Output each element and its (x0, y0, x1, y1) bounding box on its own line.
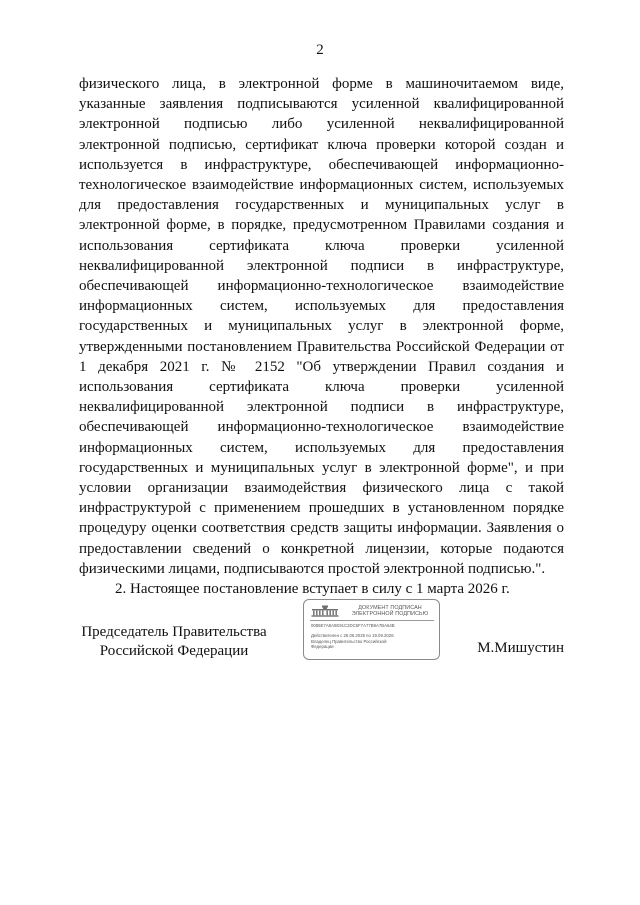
signer-title (79, 623, 269, 661)
stamp-heading-line-2: ЭЛЕКТРОННОЙ ПОДПИСЬЮ (351, 611, 429, 618)
signer-title-line-2: Российской Федерации (99, 643, 249, 659)
government-building-emblem-icon (311, 605, 339, 617)
stamp-heading-line-1: ДОКУМЕНТ ПОДПИСАН (358, 605, 422, 611)
stamp-divider (310, 620, 434, 621)
signer-name: М.Мишустин (477, 640, 564, 656)
stamp-owner-line-2: Федерации (311, 644, 334, 649)
signer-title-line-1: Председатель Правительства (81, 624, 267, 640)
page-number: 2 (316, 42, 324, 58)
stamp-owner-line-1: Владелец Правительство Российской (311, 639, 387, 644)
body-text (79, 74, 564, 599)
stamp-heading (344, 605, 436, 617)
electronic-signature-stamp (303, 599, 440, 660)
stamp-certificate: 0085E7A8A0E91C2DC6F7A77B9A7BA64B (311, 623, 395, 628)
paragraph-continuation: физического лица, в электронной форме в машиночитаемом виде, указанные заявления подписываются усиленной квалифицированной электронной подписью либо усиленной неквалифицированной электронной подписью, сертификат ключа проверки которой создан и используется в инфраструктуре, обеспечивающей информационно-технологическое взаимодействие информационных систем, используемых для предоставления государственных и муниципальных услуг в электронной форме, в порядке, предусмотренном Правилами создания и использования сертификата ключа проверки усиленной неквалифицированной электронной подписи в инфраструктуре, обеспечивающей информационно-технологическое взаимодействие информационных систем, используемых для предоставления государственных и муниципальных услуг в электронной форме, утвержденными постановлением Правительства Российской Федерации от 1 декабря 2021 г. № 2152 "Об утверждении Правил создания и использования сертификата ключа проверки усиленной неквалифицированной электронной подписи в инфраструктуре, обеспечивающей информационно-технологическое взаимодействие информационных систем, используемых для предоставления государственных и муниципальных услуг в электронной форме", и при условии организации взаимодействия физического лица с такой инфраструктурой с применением прошедших в установленном порядке процедуру оценки соответствия средств защиты информации. Заявления о предоставлении сведений о конкретной лицензии, которые подаются физическими лицами, подписываются простой электронной подписью.". (79, 76, 564, 577)
stamp-validity: Действителен с 26.06.2025 по 19.09.2026 (311, 633, 394, 638)
paragraph-effective-date: 2. Настоящее постановление вступает в силу с 1 марта 2026 г. (115, 581, 510, 598)
